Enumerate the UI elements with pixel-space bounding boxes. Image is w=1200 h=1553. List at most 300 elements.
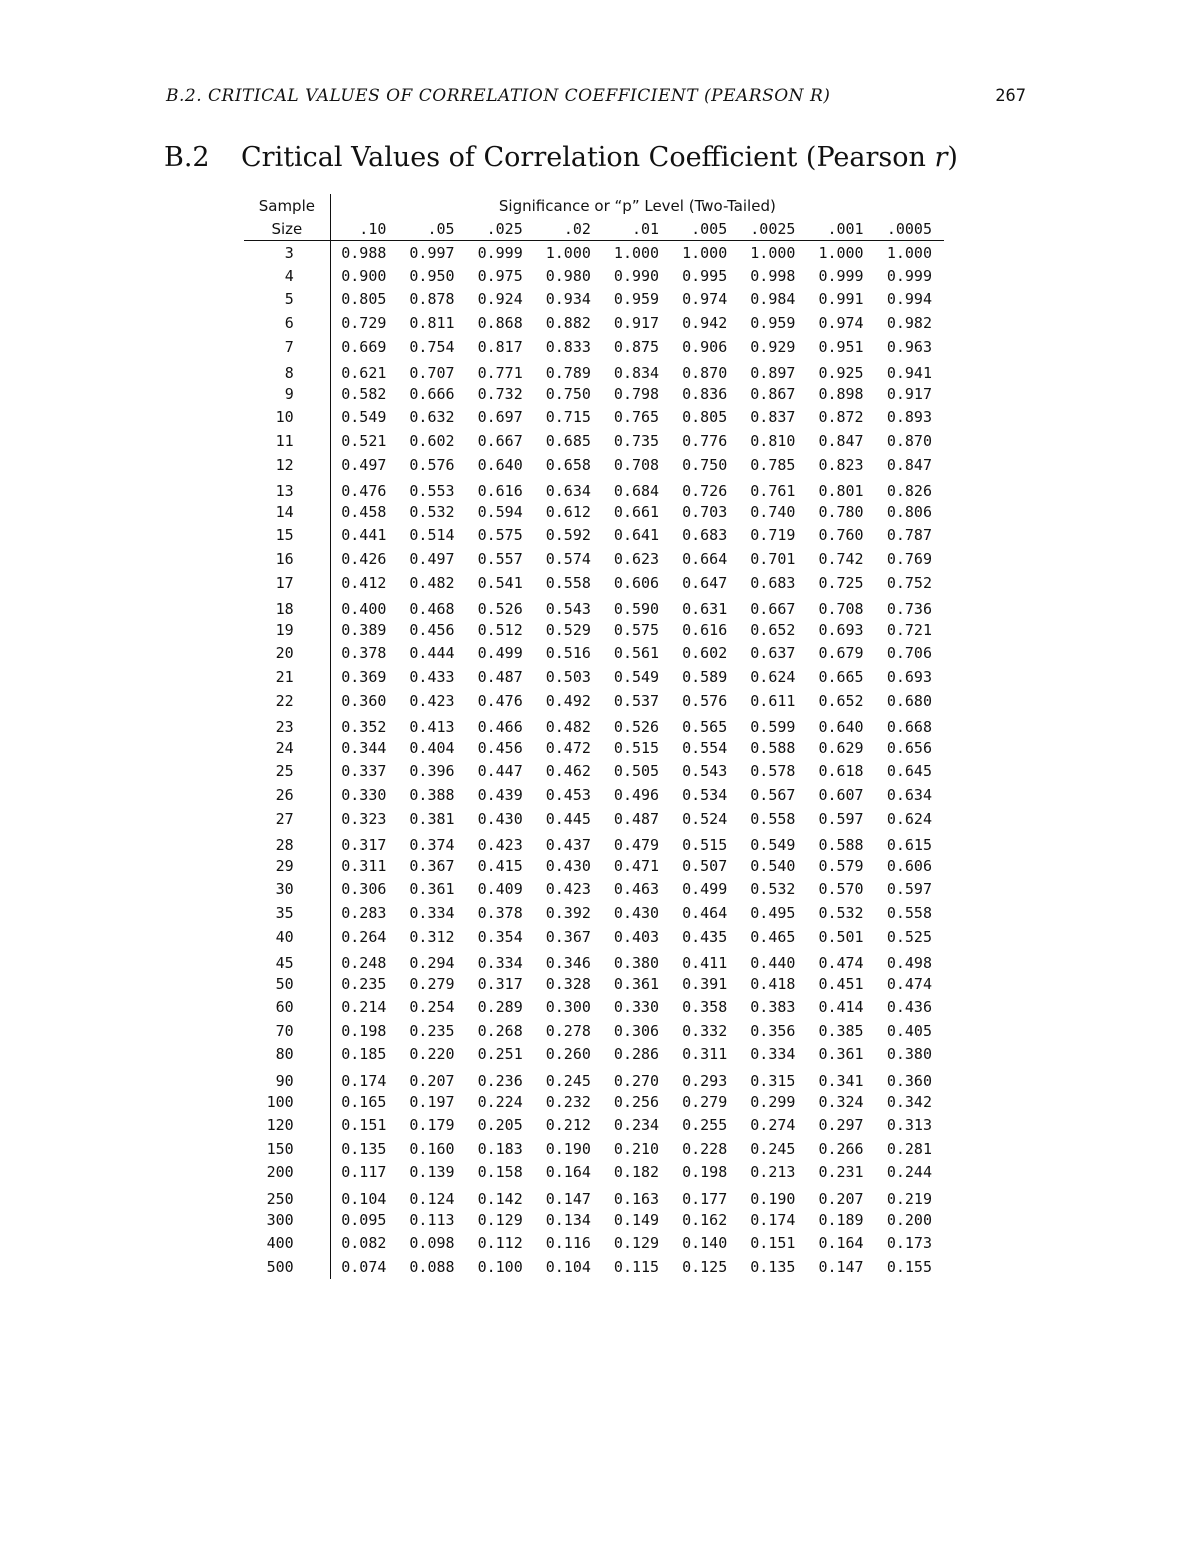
critical-value-cell: 0.719 bbox=[750, 526, 796, 545]
critical-value-cell: 0.210 bbox=[613, 1139, 660, 1158]
critical-value-cell: 0.274 bbox=[750, 1116, 796, 1135]
critical-value-cell: 0.354 bbox=[477, 927, 523, 946]
critical-value-cell: 0.334 bbox=[409, 903, 455, 922]
table-row bbox=[244, 948, 944, 972]
critical-value-cell: 0.715 bbox=[545, 408, 591, 427]
sample-size-cell: 120 bbox=[244, 1113, 330, 1137]
critical-value-cell: 0.578 bbox=[750, 762, 796, 781]
critical-value-cell: 0.558 bbox=[750, 809, 796, 828]
critical-value-cell: 0.289 bbox=[477, 998, 523, 1017]
critical-value-cell: 0.534 bbox=[682, 785, 728, 804]
critical-value-cell: 0.683 bbox=[682, 526, 728, 545]
column-header: .0005 bbox=[876, 218, 944, 241]
critical-value-cell: 0.565 bbox=[682, 717, 728, 736]
critical-value-cell: 0.174 bbox=[341, 1071, 387, 1090]
table-body bbox=[244, 241, 944, 1279]
critical-value-cell: 0.984 bbox=[750, 290, 796, 309]
critical-value-cell: 0.703 bbox=[682, 502, 728, 521]
table-row bbox=[244, 1090, 944, 1114]
table-row bbox=[244, 594, 944, 618]
critical-value-cell: 0.183 bbox=[477, 1139, 523, 1158]
critical-value-cell: 0.507 bbox=[682, 856, 728, 875]
table-row bbox=[244, 311, 944, 335]
critical-value-cell: 0.760 bbox=[818, 526, 864, 545]
critical-value-cell: 0.708 bbox=[818, 599, 864, 618]
critical-value-cell: 0.139 bbox=[409, 1163, 455, 1182]
critical-value-cell: 0.476 bbox=[341, 481, 387, 500]
table-row bbox=[244, 736, 944, 760]
critical-value-cell: 0.367 bbox=[545, 927, 591, 946]
table-row bbox=[244, 1231, 944, 1255]
critical-value-cell: 0.974 bbox=[682, 290, 728, 309]
critical-value-cell: 0.098 bbox=[409, 1234, 455, 1253]
critical-value-cell: 0.951 bbox=[818, 337, 864, 356]
table-row bbox=[244, 830, 944, 854]
critical-value-cell: 0.701 bbox=[750, 550, 796, 569]
critical-value-cell: 0.440 bbox=[750, 953, 796, 972]
critical-value-cell: 0.315 bbox=[750, 1071, 796, 1090]
critical-value-cell: 0.297 bbox=[818, 1116, 864, 1135]
critical-value-cell: 0.570 bbox=[818, 880, 864, 899]
critical-value-cell: 0.374 bbox=[409, 835, 455, 854]
sample-size-cell: 70 bbox=[244, 1019, 330, 1043]
critical-value-cell: 0.543 bbox=[545, 599, 591, 618]
table-row bbox=[244, 429, 944, 453]
critical-value-cell: 0.135 bbox=[750, 1257, 796, 1276]
critical-value-cell: 1.000 bbox=[818, 243, 864, 262]
critical-value-cell: 0.162 bbox=[682, 1210, 728, 1229]
critical-value-cell: 0.293 bbox=[682, 1071, 728, 1090]
critical-value-cell: 0.389 bbox=[341, 620, 387, 639]
critical-value-cell: 0.503 bbox=[545, 667, 591, 686]
critical-value-cell: 0.558 bbox=[545, 573, 591, 592]
critical-value-cell: 0.251 bbox=[477, 1045, 523, 1064]
critical-value-cell: 0.787 bbox=[886, 526, 932, 545]
critical-value-cell: 0.785 bbox=[750, 455, 796, 474]
table-row bbox=[244, 972, 944, 996]
critical-value-cell: 0.164 bbox=[545, 1163, 591, 1182]
critical-value-cell: 0.465 bbox=[750, 927, 796, 946]
critical-value-cell: 0.505 bbox=[613, 762, 660, 781]
critical-value-cell: 0.074 bbox=[341, 1257, 387, 1276]
critical-value-cell: 0.342 bbox=[886, 1092, 932, 1111]
critical-value-cell: 0.906 bbox=[682, 337, 728, 356]
critical-value-cell: 0.256 bbox=[613, 1092, 660, 1111]
section-title-close: ) bbox=[947, 142, 958, 173]
page-number: 267 bbox=[995, 86, 1026, 106]
table-row bbox=[244, 241, 944, 265]
critical-value-cell: 0.270 bbox=[613, 1071, 660, 1090]
sample-size-cell: 18 bbox=[244, 594, 330, 618]
column-header: .005 bbox=[671, 218, 739, 241]
critical-value-cell: 0.667 bbox=[750, 599, 796, 618]
critical-value-cell: 0.224 bbox=[477, 1092, 523, 1111]
critical-value-cell: 0.997 bbox=[409, 243, 455, 262]
critical-value-cell: 0.095 bbox=[341, 1210, 387, 1229]
critical-value-cell: 0.134 bbox=[545, 1210, 591, 1229]
table-row bbox=[244, 571, 944, 595]
sample-size-cell: 16 bbox=[244, 547, 330, 571]
critical-value-cell: 0.990 bbox=[613, 266, 660, 285]
critical-value-cell: 0.396 bbox=[409, 762, 455, 781]
sample-size-cell: 15 bbox=[244, 524, 330, 548]
critical-value-cell: 0.925 bbox=[818, 363, 864, 382]
critical-value-cell: 0.602 bbox=[409, 432, 455, 451]
critical-value-cell: 0.423 bbox=[409, 691, 455, 710]
critical-value-cell: 1.000 bbox=[750, 243, 796, 262]
critical-value-cell: 0.334 bbox=[750, 1045, 796, 1064]
critical-value-cell: 0.870 bbox=[682, 363, 728, 382]
critical-value-cell: 0.360 bbox=[886, 1071, 932, 1090]
critical-value-cell: 0.441 bbox=[341, 526, 387, 545]
critical-value-cell: 0.324 bbox=[818, 1092, 864, 1111]
size-header: Size bbox=[244, 218, 330, 241]
critical-value-cell: 0.254 bbox=[409, 998, 455, 1017]
critical-value-cell: 0.805 bbox=[682, 408, 728, 427]
critical-value-cell: 0.823 bbox=[818, 455, 864, 474]
critical-value-cell: 0.514 bbox=[409, 526, 455, 545]
sample-size-cell: 19 bbox=[244, 618, 330, 642]
critical-value-cell: 0.752 bbox=[886, 573, 932, 592]
table-row bbox=[244, 807, 944, 831]
critical-value-cell: 0.453 bbox=[545, 785, 591, 804]
critical-value-cell: 0.476 bbox=[477, 691, 523, 710]
table-row bbox=[244, 996, 944, 1020]
critical-value-cell: 0.543 bbox=[682, 762, 728, 781]
critical-value-cell: 0.474 bbox=[886, 974, 932, 993]
critical-value-cell: 0.707 bbox=[409, 363, 455, 382]
critical-value-cell: 0.496 bbox=[613, 785, 660, 804]
critical-value-cell: 0.574 bbox=[545, 550, 591, 569]
critical-value-cell: 0.549 bbox=[750, 835, 796, 854]
critical-value-cell: 0.113 bbox=[409, 1210, 455, 1229]
critical-value-cell: 0.205 bbox=[477, 1116, 523, 1135]
critical-value-cell: 0.599 bbox=[750, 717, 796, 736]
critical-value-cell: 0.358 bbox=[682, 998, 728, 1017]
critical-value-cell: 0.708 bbox=[613, 455, 660, 474]
table-row bbox=[244, 406, 944, 430]
critical-value-cell: 0.360 bbox=[341, 691, 387, 710]
critical-value-cell: 0.487 bbox=[477, 667, 523, 686]
critical-value-cell: 0.444 bbox=[409, 644, 455, 663]
critical-value-cell: 0.464 bbox=[682, 903, 728, 922]
critical-value-cell: 0.761 bbox=[750, 481, 796, 500]
critical-value-cell: 0.924 bbox=[477, 290, 523, 309]
critical-value-cell: 0.499 bbox=[682, 880, 728, 899]
critical-value-cell: 0.198 bbox=[341, 1021, 387, 1040]
critical-value-cell: 0.244 bbox=[886, 1163, 932, 1182]
table-row bbox=[244, 524, 944, 548]
sample-size-cell: 11 bbox=[244, 429, 330, 453]
critical-value-cell: 0.337 bbox=[341, 762, 387, 781]
critical-value-cell: 0.942 bbox=[682, 314, 728, 333]
sample-size-cell: 8 bbox=[244, 358, 330, 382]
critical-value-cell: 0.991 bbox=[818, 290, 864, 309]
critical-value-cell: 0.826 bbox=[886, 481, 932, 500]
critical-value-cell: 1.000 bbox=[613, 243, 660, 262]
critical-value-cell: 0.198 bbox=[682, 1163, 728, 1182]
table-row bbox=[244, 1066, 944, 1090]
critical-value-cell: 0.260 bbox=[545, 1045, 591, 1064]
critical-value-cell: 0.124 bbox=[409, 1189, 455, 1208]
critical-value-cell: 0.637 bbox=[750, 644, 796, 663]
sample-size-cell: 28 bbox=[244, 830, 330, 854]
table-row bbox=[244, 665, 944, 689]
critical-value-cell: 0.959 bbox=[750, 314, 796, 333]
critical-value-cell: 0.634 bbox=[886, 785, 932, 804]
critical-value-cell: 0.589 bbox=[682, 667, 728, 686]
critical-value-cell: 0.317 bbox=[341, 835, 387, 854]
sample-size-cell: 200 bbox=[244, 1161, 330, 1185]
critical-value-cell: 0.529 bbox=[545, 620, 591, 639]
table-row bbox=[244, 1161, 944, 1185]
critical-value-cell: 0.116 bbox=[545, 1234, 591, 1253]
critical-value-cell: 0.982 bbox=[886, 314, 932, 333]
sample-size-cell: 150 bbox=[244, 1137, 330, 1161]
critical-value-cell: 0.147 bbox=[545, 1189, 591, 1208]
critical-value-cell: 0.456 bbox=[477, 738, 523, 757]
critical-value-cell: 0.975 bbox=[477, 266, 523, 285]
critical-value-cell: 0.190 bbox=[750, 1189, 796, 1208]
critical-value-cell: 0.602 bbox=[682, 644, 728, 663]
sample-size-cell: 250 bbox=[244, 1184, 330, 1208]
column-header: .01 bbox=[603, 218, 671, 241]
critical-value-cell: 0.115 bbox=[613, 1257, 660, 1276]
table-row bbox=[244, 453, 944, 477]
sample-size-cell: 7 bbox=[244, 335, 330, 359]
table-row bbox=[244, 760, 944, 784]
critical-value-cell: 0.173 bbox=[886, 1234, 932, 1253]
critical-value-cell: 0.725 bbox=[818, 573, 864, 592]
critical-value-cell: 0.436 bbox=[886, 998, 932, 1017]
sample-size-cell: 500 bbox=[244, 1255, 330, 1279]
sample-size-cell: 22 bbox=[244, 689, 330, 713]
critical-value-cell: 0.165 bbox=[341, 1092, 387, 1111]
critical-value-cell: 0.721 bbox=[886, 620, 932, 639]
critical-value-cell: 0.980 bbox=[545, 266, 591, 285]
critical-value-cell: 0.729 bbox=[341, 314, 387, 333]
table-row bbox=[244, 547, 944, 571]
critical-value-cell: 0.540 bbox=[750, 856, 796, 875]
critical-value-cell: 0.174 bbox=[750, 1210, 796, 1229]
critical-value-cell: 0.306 bbox=[341, 880, 387, 899]
critical-value-cell: 0.549 bbox=[613, 667, 660, 686]
critical-value-cell: 0.471 bbox=[613, 856, 660, 875]
sample-size-cell: 4 bbox=[244, 264, 330, 288]
critical-value-cell: 1.000 bbox=[682, 243, 728, 262]
critical-value-cell: 0.479 bbox=[613, 835, 660, 854]
table-row bbox=[244, 1184, 944, 1208]
critical-value-cell: 0.294 bbox=[409, 953, 455, 972]
critical-value-cell: 0.594 bbox=[477, 502, 523, 521]
critical-value-cell: 0.579 bbox=[818, 856, 864, 875]
critical-value-cell: 0.330 bbox=[613, 998, 660, 1017]
sample-size-cell: 12 bbox=[244, 453, 330, 477]
critical-value-cell: 0.750 bbox=[682, 455, 728, 474]
sample-size-cell: 45 bbox=[244, 948, 330, 972]
critical-value-cell: 0.963 bbox=[886, 337, 932, 356]
critical-value-cell: 0.149 bbox=[613, 1210, 660, 1229]
critical-value-cell: 0.487 bbox=[613, 809, 660, 828]
table-row bbox=[244, 712, 944, 736]
critical-value-cell: 0.430 bbox=[613, 903, 660, 922]
sample-size-cell: 21 bbox=[244, 665, 330, 689]
critical-value-cell: 0.437 bbox=[545, 835, 591, 854]
significance-header: Significance or “p” Level (Two-Tailed) bbox=[498, 197, 776, 215]
critical-value-cell: 0.917 bbox=[886, 384, 932, 403]
critical-value-cell: 0.652 bbox=[818, 691, 864, 710]
critical-value-cell: 0.369 bbox=[341, 667, 387, 686]
critical-value-cell: 0.433 bbox=[409, 667, 455, 686]
critical-value-cell: 0.735 bbox=[613, 432, 660, 451]
critical-value-cell: 0.994 bbox=[886, 290, 932, 309]
sample-size-cell: 6 bbox=[244, 311, 330, 335]
critical-value-cell: 0.549 bbox=[341, 408, 387, 427]
critical-value-cell: 0.501 bbox=[818, 927, 864, 946]
critical-value-cell: 0.798 bbox=[613, 384, 660, 403]
critical-value-cell: 0.837 bbox=[750, 408, 796, 427]
critical-value-cell: 0.995 bbox=[682, 266, 728, 285]
critical-value-cell: 0.466 bbox=[477, 717, 523, 736]
critical-value-cell: 0.411 bbox=[682, 953, 728, 972]
critical-value-cell: 0.817 bbox=[477, 337, 523, 356]
critical-value-cell: 0.606 bbox=[613, 573, 660, 592]
critical-value-cell: 0.634 bbox=[545, 481, 591, 500]
critical-value-cell: 0.279 bbox=[682, 1092, 728, 1111]
critical-value-cell: 0.515 bbox=[613, 738, 660, 757]
column-header: .05 bbox=[398, 218, 466, 241]
critical-value-cell: 0.214 bbox=[341, 998, 387, 1017]
critical-value-cell: 0.418 bbox=[750, 974, 796, 993]
critical-value-cell: 0.867 bbox=[750, 384, 796, 403]
critical-value-cell: 0.312 bbox=[409, 927, 455, 946]
critical-value-cell: 0.679 bbox=[818, 644, 864, 663]
critical-value-cell: 0.498 bbox=[886, 953, 932, 972]
critical-value-cell: 0.592 bbox=[545, 526, 591, 545]
sample-size-cell: 50 bbox=[244, 972, 330, 996]
critical-value-cell: 0.158 bbox=[477, 1163, 523, 1182]
critical-value-cell: 0.255 bbox=[682, 1116, 728, 1135]
critical-value-cell: 0.281 bbox=[886, 1139, 932, 1158]
critical-value-cell: 0.378 bbox=[477, 903, 523, 922]
critical-values-table-container bbox=[244, 194, 944, 1279]
critical-value-cell: 0.409 bbox=[477, 880, 523, 899]
critical-value-cell: 0.151 bbox=[341, 1116, 387, 1135]
critical-value-cell: 0.100 bbox=[477, 1257, 523, 1276]
critical-value-cell: 0.378 bbox=[341, 644, 387, 663]
critical-value-cell: 0.516 bbox=[545, 644, 591, 663]
critical-value-cell: 0.264 bbox=[341, 927, 387, 946]
critical-value-cell: 0.177 bbox=[682, 1189, 728, 1208]
critical-value-cell: 0.313 bbox=[886, 1116, 932, 1135]
critical-value-cell: 0.575 bbox=[477, 526, 523, 545]
critical-value-cell: 0.439 bbox=[477, 785, 523, 804]
critical-value-cell: 0.541 bbox=[477, 573, 523, 592]
critical-value-cell: 0.683 bbox=[750, 573, 796, 592]
critical-value-cell: 0.495 bbox=[750, 903, 796, 922]
critical-value-cell: 0.245 bbox=[750, 1139, 796, 1158]
critical-value-cell: 0.521 bbox=[341, 432, 387, 451]
critical-value-cell: 0.618 bbox=[818, 762, 864, 781]
critical-value-cell: 0.998 bbox=[750, 266, 796, 285]
sample-size-cell: 60 bbox=[244, 996, 330, 1020]
critical-value-cell: 0.898 bbox=[818, 384, 864, 403]
critical-value-cell: 0.999 bbox=[818, 266, 864, 285]
critical-value-cell: 0.248 bbox=[341, 953, 387, 972]
critical-value-cell: 0.155 bbox=[886, 1257, 932, 1276]
critical-value-cell: 0.163 bbox=[613, 1189, 660, 1208]
critical-value-cell: 0.597 bbox=[818, 809, 864, 828]
critical-value-cell: 0.299 bbox=[750, 1092, 796, 1111]
critical-value-cell: 0.870 bbox=[886, 432, 932, 451]
critical-value-cell: 0.332 bbox=[682, 1021, 728, 1040]
critical-value-cell: 0.140 bbox=[682, 1234, 728, 1253]
critical-value-cell: 0.463 bbox=[613, 880, 660, 899]
critical-value-cell: 0.640 bbox=[477, 455, 523, 474]
section-title-variable: r bbox=[934, 142, 948, 173]
critical-value-cell: 0.160 bbox=[409, 1139, 455, 1158]
critical-value-cell: 1.000 bbox=[545, 243, 591, 262]
table-row bbox=[244, 1043, 944, 1067]
critical-value-cell: 0.706 bbox=[886, 644, 932, 663]
critical-value-cell: 0.412 bbox=[341, 573, 387, 592]
table-row bbox=[244, 925, 944, 949]
sample-header: Sample bbox=[244, 194, 330, 218]
critical-value-cell: 0.661 bbox=[613, 502, 660, 521]
critical-value-cell: 0.999 bbox=[886, 266, 932, 285]
critical-value-cell: 0.615 bbox=[886, 835, 932, 854]
critical-value-cell: 0.576 bbox=[409, 455, 455, 474]
sample-size-cell: 29 bbox=[244, 854, 330, 878]
critical-value-cell: 0.647 bbox=[682, 573, 728, 592]
critical-value-cell: 0.380 bbox=[886, 1045, 932, 1064]
table-row bbox=[244, 1137, 944, 1161]
critical-value-cell: 0.278 bbox=[545, 1021, 591, 1040]
critical-value-cell: 0.769 bbox=[886, 550, 932, 569]
critical-value-cell: 0.656 bbox=[886, 738, 932, 757]
critical-value-cell: 0.665 bbox=[818, 667, 864, 686]
critical-value-cell: 0.207 bbox=[818, 1189, 864, 1208]
table-row bbox=[244, 476, 944, 500]
critical-value-cell: 0.367 bbox=[409, 856, 455, 875]
critical-value-cell: 0.575 bbox=[613, 620, 660, 639]
critical-value-cell: 0.754 bbox=[409, 337, 455, 356]
critical-value-cell: 0.423 bbox=[477, 835, 523, 854]
critical-value-cell: 0.742 bbox=[818, 550, 864, 569]
critical-value-cell: 0.458 bbox=[341, 502, 387, 521]
critical-value-cell: 0.245 bbox=[545, 1071, 591, 1090]
critical-value-cell: 0.426 bbox=[341, 550, 387, 569]
critical-value-cell: 0.847 bbox=[818, 432, 864, 451]
critical-value-cell: 0.400 bbox=[341, 599, 387, 618]
critical-value-cell: 0.882 bbox=[545, 314, 591, 333]
critical-value-cell: 0.537 bbox=[613, 691, 660, 710]
critical-value-cell: 0.999 bbox=[477, 243, 523, 262]
critical-value-cell: 0.328 bbox=[545, 974, 591, 993]
critical-value-cell: 0.934 bbox=[545, 290, 591, 309]
critical-value-cell: 0.235 bbox=[409, 1021, 455, 1040]
critical-value-cell: 0.300 bbox=[545, 998, 591, 1017]
table-row bbox=[244, 335, 944, 359]
critical-value-cell: 0.806 bbox=[886, 502, 932, 521]
critical-value-cell: 0.893 bbox=[886, 408, 932, 427]
critical-value-cell: 0.974 bbox=[818, 314, 864, 333]
table-row bbox=[244, 264, 944, 288]
critical-value-cell: 0.430 bbox=[477, 809, 523, 828]
table-row bbox=[244, 901, 944, 925]
critical-value-cell: 0.652 bbox=[750, 620, 796, 639]
critical-value-cell: 0.561 bbox=[613, 644, 660, 663]
